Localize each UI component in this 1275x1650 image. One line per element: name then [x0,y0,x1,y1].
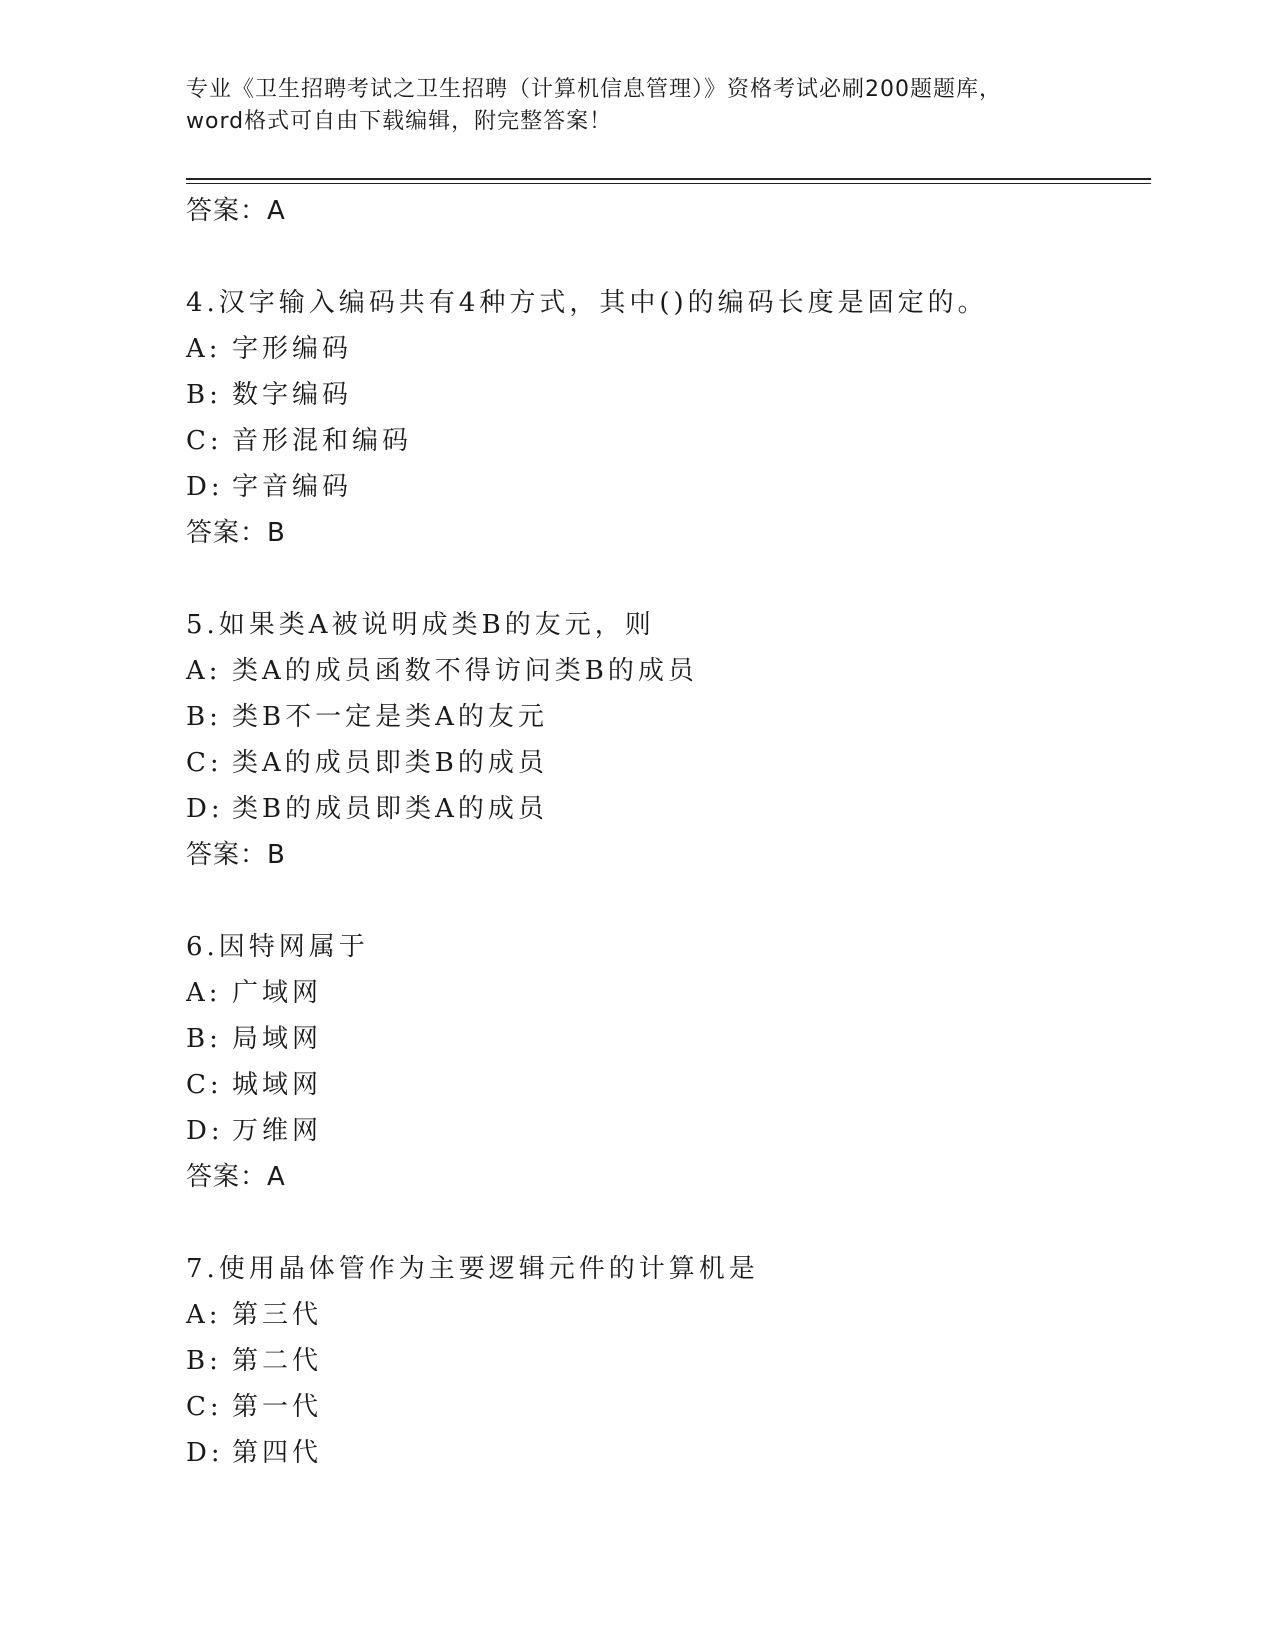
option-a [186,648,1146,694]
option-key: C: [186,1070,223,1100]
header-divider-thick [186,178,1151,180]
option-b [186,694,1146,740]
option-text: 第一代 [232,1392,323,1422]
answer-line: 答案：B [186,518,286,548]
option-d [186,1108,1146,1154]
option-text: 类A的成员函数不得访问类B的成员 [232,656,698,686]
option-a [186,970,1146,1016]
question-stem: 6.因特网属于 [186,932,369,962]
option-text: 局域网 [232,1024,323,1054]
option-key: A: [186,1300,222,1330]
option-key: C: [186,748,223,778]
option-key: D: [186,1116,224,1146]
question-stem: 5.如果类A被说明成类B的友元，则 [186,610,655,640]
option-key: A: [186,656,222,686]
option-key: B: [186,380,222,410]
option-c [186,418,1146,464]
option-text: 字音编码 [232,472,353,502]
question-stem: 7.使用晶体管作为主要逻辑元件的计算机是 [186,1254,759,1284]
option-text: 第三代 [232,1300,323,1330]
option-text: 第二代 [232,1346,323,1376]
option-c [186,740,1146,786]
option-key: B: [186,702,222,732]
option-key: C: [186,426,223,456]
option-b [186,372,1146,418]
option-d [186,1430,1146,1476]
option-key: D: [186,472,224,502]
option-key: D: [186,794,224,824]
header-line-1: 专业《卫生招聘考试之卫生招聘（计算机信息管理）》资格考试必刷200题题库， [186,77,1002,102]
answer-line: 答案：A [186,1162,286,1192]
option-text: 音形混和编码 [232,426,413,456]
option-a [186,326,1146,372]
option-text: 数字编码 [232,380,353,410]
option-text: 万维网 [232,1116,323,1146]
header-divider-thin [186,183,1151,184]
option-text: 广域网 [232,978,323,1008]
option-text: 第四代 [232,1438,323,1468]
answer-line: 答案：A [186,196,286,226]
option-d [186,464,1146,510]
option-key: B: [186,1024,222,1054]
document-header [186,74,1086,138]
question-item [186,280,1146,556]
header-line-2: word格式可自由下载编辑，附完整答案！ [186,109,613,134]
option-text: 城域网 [232,1070,323,1100]
option-text: 类B不一定是类A的友元 [232,702,548,732]
option-key: B: [186,1346,222,1376]
option-key: C: [186,1392,223,1422]
question-item [186,924,1146,1200]
question-item [186,1246,1146,1476]
option-key: A: [186,978,222,1008]
option-c [186,1062,1146,1108]
answer-line: 答案：B [186,840,286,870]
option-key: A: [186,334,222,364]
question-item [186,602,1146,878]
option-b [186,1338,1146,1384]
option-text: 类A的成员即类B的成员 [232,748,548,778]
option-d [186,786,1146,832]
question-list [186,188,1146,1476]
option-a [186,1292,1146,1338]
option-text: 类B的成员即类A的成员 [232,794,548,824]
option-b [186,1016,1146,1062]
option-key: D: [186,1438,224,1468]
option-text: 字形编码 [232,334,353,364]
option-c [186,1384,1146,1430]
question-stem: 4.汉字输入编码共有4种方式，其中()的编码长度是固定的。 [186,288,988,318]
